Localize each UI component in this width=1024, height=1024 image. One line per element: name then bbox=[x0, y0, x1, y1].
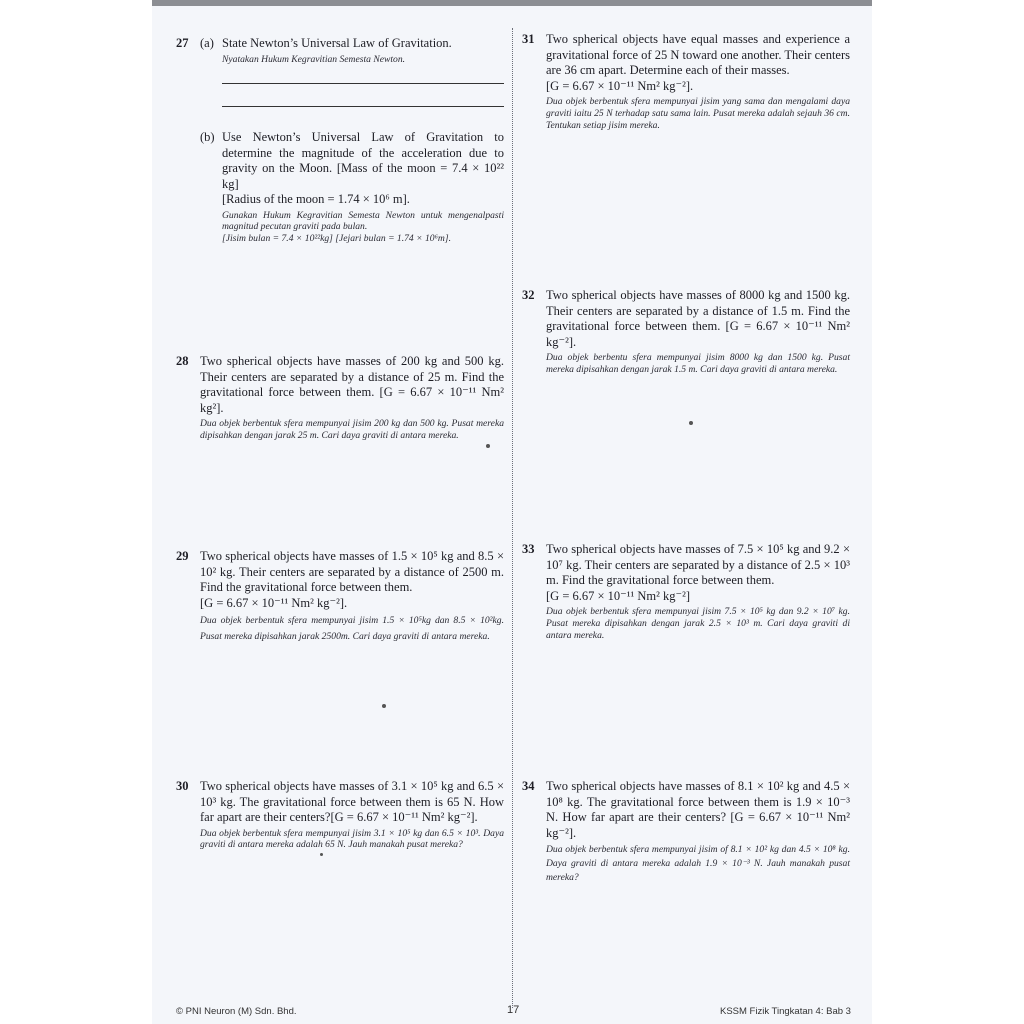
question-29-malay: Dua objek berbentuk sfera mempunyai jisim 1.5 × 10⁵kg dan 8.5 × 10²kg. Pusat mereka dipisahkan jarak 2500m. Cari daya graviti di antara mereka. bbox=[200, 615, 504, 642]
question-number: 29 bbox=[176, 549, 189, 563]
question-28-text: Two spherical objects have masses of 200 kg and 500 kg. Their centers are separated by a distance of 25 m. Find the gravitational force between them. [G = 6.67 × 10⁻¹¹ Nm² kg²]. bbox=[200, 354, 504, 415]
question-27a-malay: Nyatakan Hukum Kegravitian Semesta Newton. bbox=[222, 53, 406, 65]
question-33 bbox=[522, 542, 850, 641]
question-33-text2: [G = 6.67 × 10⁻¹¹ Nm² kg⁻²] bbox=[546, 588, 691, 603]
question-28-malay: Dua objek berbentuk sfera mempunyai jisim 200 kg dan 500 kg. Pusat mereka dipisahkan dengan jarak 25 m. Cari daya graviti di antara mereka. bbox=[200, 418, 504, 441]
part-label-b: (b) bbox=[200, 130, 215, 144]
question-28 bbox=[176, 354, 504, 442]
footer-copyright: © PNI Neuron (M) Sdn. Bhd. bbox=[176, 1006, 297, 1017]
scan-speck bbox=[486, 444, 490, 448]
scan-speck bbox=[320, 853, 323, 856]
question-27b-malay2: [Jisim bulan = 7.4 × 10²²kg] [Jejari bulan = 1.74 × 10⁶m]. bbox=[222, 233, 451, 245]
question-31-text: Two spherical objects have equal masses and experience a gravitational force of 25 N toward one another. Their centers are 36 cm apart. Determine each of their masses. bbox=[546, 32, 850, 77]
question-33-malay: Dua objek berbentuk sfera mempunyai jisim 7.5 × 10⁵ kg dan 9.2 × 10⁷ kg. Pusat mereka dipisahkan dengan jarak 2.5 × 10³ m. Cari daya graviti di antara mereka. bbox=[546, 606, 850, 641]
question-27b-text2: [Radius of the moon = 1.74 × 10⁶ m]. bbox=[222, 192, 410, 206]
question-31-text2: [G = 6.67 × 10⁻¹¹ Nm² kg⁻²]. bbox=[546, 78, 694, 93]
question-27 bbox=[176, 36, 504, 107]
scan-speck bbox=[382, 704, 386, 708]
question-32 bbox=[522, 288, 850, 376]
question-number: 33 bbox=[522, 542, 535, 556]
answer-line bbox=[222, 106, 504, 107]
question-29-text: Two spherical objects have masses of 1.5 × 10⁵ kg and 8.5 × 10² kg. Their centers are separated by a distance of 2500 m. Find the gravitational force between them. bbox=[200, 549, 504, 594]
answer-line bbox=[222, 83, 504, 84]
question-number: 32 bbox=[522, 288, 535, 302]
question-30-malay: Dua objek berbentuk sfera mempunyai jisim 3.1 × 10⁵ kg dan 6.5 × 10³. Daya graviti di antara mereka adalah 65 N. Jauh manakah pusat mereka? bbox=[200, 827, 504, 851]
scan-speck bbox=[689, 421, 693, 425]
question-number: 27 bbox=[176, 36, 189, 50]
question-33-text: Two spherical objects have masses of 7.5 × 10⁵ kg and 9.2 × 10⁷ kg. Their centers are separated by a distance of 2.5 × 10³ m. Find the gravitational force between them. bbox=[546, 542, 850, 587]
question-32-malay: Dua objek berbentu sfera mempunyai jisim 8000 kg dan 1500 kg. Pusat mereka dipisahkan dengan jarak 1.5 m. Cari daya graviti di antara mereka. bbox=[546, 352, 850, 375]
question-27b-text: Use Newton’s Universal Law of Gravitation to determine the magnitude of the acceleration due to gravity on the Moon. [Mass of the moon = 7.4 × 10²² kg] bbox=[222, 130, 504, 191]
question-34 bbox=[522, 779, 850, 885]
question-31-malay: Dua objek berbentuk sfera mempunyai jisim yang sama dan mengalami daya graviti iaitu 25 N terhadap satu sama lain. Pusat mereka adalah sejauh 36 cm. Tentukan setiap jisim mereka. bbox=[546, 96, 850, 131]
question-34-malay: Dua objek berbentuk sfera mempunyai jisim of 8.1 × 10² kg dan 4.5 × 10⁸ kg. Daya graviti di antara mereka adalah 1.9 × 10⁻³ N. Jauh manakah pusat mereka? bbox=[546, 844, 850, 883]
question-32-text: Two spherical objects have masses of 8000 kg and 1500 kg. Their centers are separated by a distance of 1.5 m. Find the gravitational force between them. [G = 6.67 × 10⁻¹¹ Nm² kg⁻²]. bbox=[546, 288, 850, 349]
question-27a-text: State Newton’s Universal Law of Gravitation. bbox=[222, 36, 452, 50]
question-34-text: Two spherical objects have masses of 8.1 × 10² kg and 4.5 × 10⁸ kg. The gravitational force between them is 1.9 × 10⁻³ N. How far apart are their centers? [G = 6.67 × 10⁻¹¹ Nm² kg⁻²]. bbox=[546, 779, 850, 840]
question-27b-malay: Gunakan Hukum Kegravitian Semesta Newton untuk mengenalpasti magnitud pecutan graviti pada bulan. bbox=[222, 209, 504, 233]
question-number: 28 bbox=[176, 354, 189, 368]
question-number: 30 bbox=[176, 779, 189, 793]
question-number: 31 bbox=[522, 32, 535, 46]
question-29 bbox=[176, 549, 504, 645]
question-27b bbox=[200, 130, 504, 245]
question-31 bbox=[522, 32, 850, 131]
column-divider bbox=[512, 28, 513, 1008]
part-label-a: (a) bbox=[200, 36, 214, 50]
question-29-text2: [G = 6.67 × 10⁻¹¹ Nm² kg⁻²]. bbox=[200, 595, 348, 610]
question-30-text: Two spherical objects have masses of 3.1 × 10⁵ kg and 6.5 × 10³ kg. The gravitational force between them is 65 N. How far apart are their centers?[G = 6.67 × 10⁻¹¹ Nm² kg⁻²]. bbox=[200, 779, 504, 824]
question-number: 34 bbox=[522, 779, 535, 793]
question-30 bbox=[176, 779, 504, 851]
page-number: 17 bbox=[507, 1004, 520, 1016]
footer-book-title: KSSM Fizik Tingkatan 4: Bab 3 bbox=[720, 1006, 851, 1017]
